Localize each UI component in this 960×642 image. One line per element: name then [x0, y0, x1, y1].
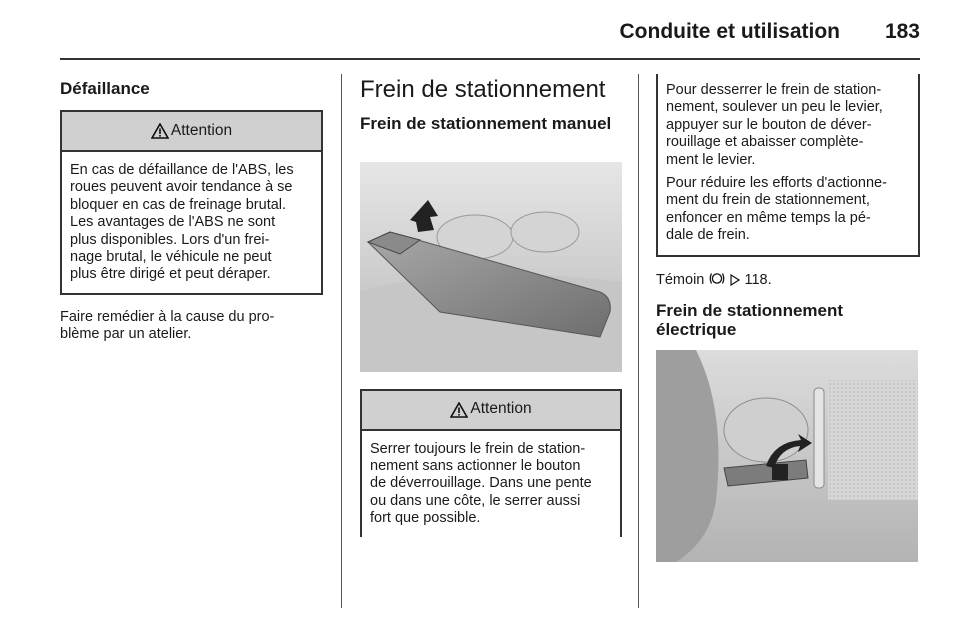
parking-brake-indicator-icon: [708, 271, 726, 286]
release-instructions-box: [656, 74, 920, 257]
warning-text: [362, 431, 620, 537]
warning-header: [362, 391, 620, 431]
header-rule: [60, 58, 920, 60]
warning-line: ou dans une côte, le serrer aussi: [370, 492, 581, 509]
column-divider-2: [638, 74, 639, 608]
section-heading-defaillance: Défaillance: [60, 79, 150, 98]
paragraph-line: blème par un atelier.: [60, 326, 192, 343]
warning-box-abs: [60, 110, 323, 295]
temoin-reference: [656, 271, 920, 289]
warning-line: roues peuvent avoir tendance à se: [70, 179, 293, 196]
temoin-label: Témoin: [656, 271, 705, 288]
paragraph-line: Faire remédier à la cause du pro-: [60, 308, 275, 325]
warning-line: nement sans actionner le bouton: [370, 457, 581, 474]
page-number: 183: [884, 20, 920, 43]
column-divider-1: [341, 74, 342, 608]
subheading-electrique: Frein de stationnement électrique: [656, 300, 844, 340]
warning-line: fort que possible.: [370, 510, 481, 527]
warning-line: nage brutal, le véhicule ne peut: [70, 248, 272, 265]
warning-line: Serrer toujours le frein de station-: [370, 440, 586, 457]
warning-line: En cas de défaillance de l'ABS, les: [70, 162, 294, 178]
manual-handbrake-illustration: [360, 162, 622, 372]
electric-parking-brake-illustration: [656, 350, 918, 562]
warning-title: Attention: [170, 121, 233, 139]
warning-text: [62, 152, 321, 293]
warning-triangle-icon: [450, 402, 468, 418]
page-reference-arrow-icon: [730, 274, 740, 286]
temoin-page-ref: 118.: [744, 271, 772, 288]
warning-header: [62, 112, 321, 152]
effort-paragraph: Pour réduire les efforts d'actionne- ment du frein de stationnement, enfoncer en même temps la pé- dale de frein.: [666, 174, 887, 244]
warning-line: de déverrouillage. Dans une pente: [370, 475, 592, 492]
subheading-manuel: Frein de stationnement manuel: [360, 114, 612, 133]
column-3: [656, 74, 920, 567]
column-2: [360, 74, 622, 537]
warning-line: Les avantages de l'ABS ne sont: [70, 214, 276, 231]
section-heading-frein: Frein de stationnement: [360, 76, 606, 103]
warning-triangle-icon: [151, 123, 169, 139]
warning-line: plus disponibles. Lors d'un frei-: [70, 231, 270, 248]
release-paragraph: Pour desserrer le frein de station- nement, soulever un peu le levier, appuyer sur le bouton de déver- rouillage et abaisser complète- ment le levier.: [666, 82, 883, 168]
warning-title: Attention: [470, 400, 532, 418]
repair-paragraph: [60, 309, 323, 344]
column-1: [60, 74, 323, 344]
chapter-title: Conduite et utilisation: [619, 20, 840, 43]
warning-line: plus être dirigé et peut déraper.: [70, 266, 271, 283]
warning-line: bloquer en cas de freinage brutal.: [70, 196, 287, 213]
warning-box-serrer: [360, 389, 622, 537]
